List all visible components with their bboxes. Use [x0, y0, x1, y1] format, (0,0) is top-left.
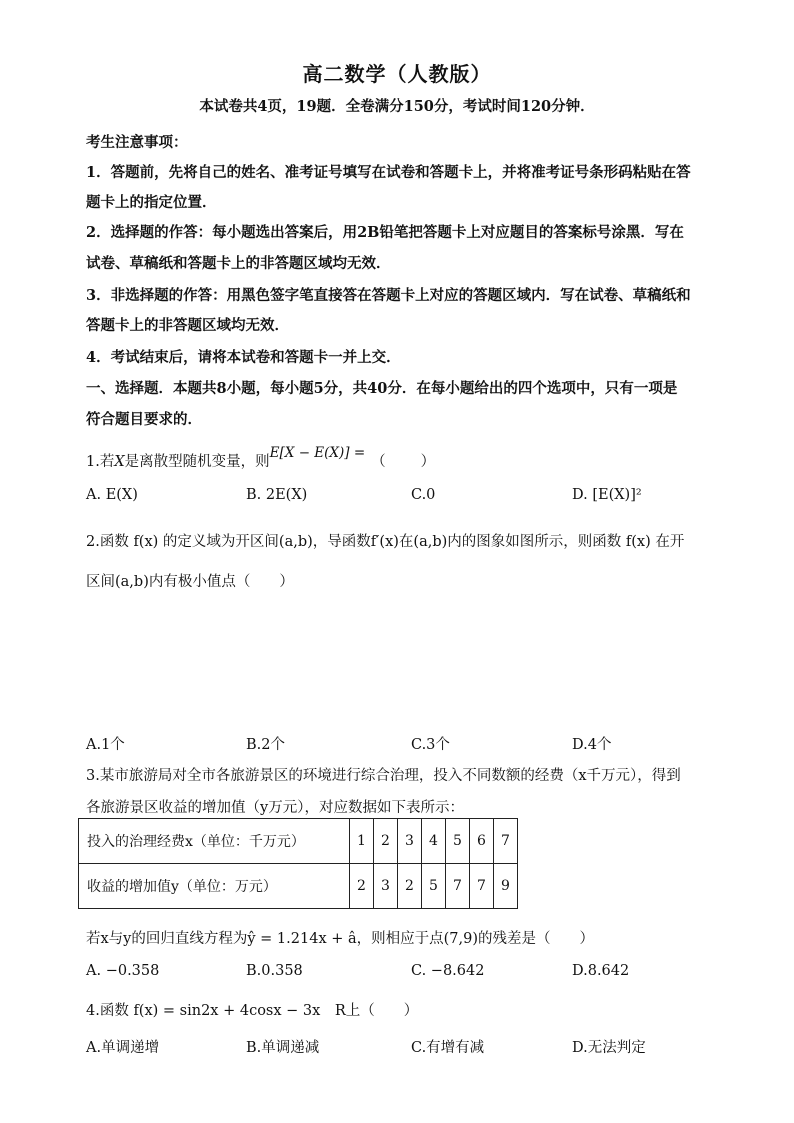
table-cell: 7 [446, 864, 470, 909]
table-row-header: 投入的治理经费x（单位：千万元） [79, 819, 350, 864]
question-1-prefix: 1.若 [86, 454, 115, 470]
data-table [78, 818, 518, 909]
question-1-stem [86, 445, 438, 471]
table-cell: 7 [494, 819, 518, 864]
notice-item-3-line-1: 3．非选择题的作答：用黑色签字笔直接答在答题卡上对应的答题区域内．写在试卷、草稿纸和 [86, 287, 691, 304]
question-4-option-d: D.无法判定 [572, 1040, 646, 1056]
question-1-options [86, 487, 746, 509]
question-2-option-a: A.1个 [86, 737, 125, 753]
question-3-option-a: A. −0.358 [86, 963, 160, 979]
question-3-question: 若x与y的回归直线方程为ŷ = 1.214x + â，则相应于点(7,9)的残差是（ ） [86, 931, 595, 947]
table-cell: 3 [374, 864, 398, 909]
notice-item-2-line-1: 2．选择题的作答：每小题选出答案后，用2B铅笔把答题卡上对应题目的答案标号涂黑．写在 [86, 224, 684, 241]
question-1-text: 是离散型随机变量，则 [124, 454, 270, 470]
table-cell: 9 [494, 864, 518, 909]
notice-item-2-line-2: 试卷、草稿纸和答题卡上的非答题区域均无效． [86, 255, 391, 272]
notice-heading: 考生注意事项： [86, 134, 188, 151]
question-3-line-2: 各旅游景区收益的增加值（y万元），对应数据如下表所示： [86, 800, 464, 816]
notice-item-1-line-2: 题卡上的指定位置． [86, 194, 217, 211]
table-cell: 3 [398, 819, 422, 864]
question-4-stem: 4.函数 f(x) = sin2x + 4cosx − 3x R上（ ） [86, 1003, 419, 1019]
question-4-option-a: A.单调递增 [86, 1040, 160, 1056]
question-4-option-c: C.有增有减 [411, 1040, 485, 1056]
page-title: 高二数学（人教版） [302, 62, 492, 86]
table-cell: 6 [470, 819, 494, 864]
question-3-line-1: 3.某市旅游局对全市各旅游景区的环境进行综合治理，投入不同数额的经费（x千万元），得到 [86, 768, 681, 784]
notice-item-1-line-1: 1．答题前，先将自己的姓名、准考证号填写在试卷和答题卡上，并将准考证号条形码粘贴在答 [86, 164, 691, 181]
question-2-line-2: 区间(a,b)内有极小值点（ ） [86, 574, 294, 590]
table-cell: 1 [350, 819, 374, 864]
table-cell: 7 [470, 864, 494, 909]
table-row-header: 收益的增加值y（单位：万元） [79, 864, 350, 909]
notice-item-4: 4．考试结束后，请将本试卷和答题卡一并上交． [86, 349, 401, 366]
section-1-heading-line-2: 符合题目要求的． [86, 411, 202, 428]
table-cell: 5 [446, 819, 470, 864]
section-1-heading-line-1: 一、选择题．本题共8小题，每小题5分，共40分．在每小题给出的四个选项中，只有一项是 [86, 380, 678, 397]
question-1-option-a: A. E(X) [86, 487, 138, 503]
table-cell: 2 [374, 819, 398, 864]
question-1-variable: X [114, 454, 125, 470]
question-2-options [86, 733, 746, 755]
question-1-expression: E[X − E(X)] = [269, 445, 366, 461]
question-2-option-d: D.4个 [572, 737, 612, 753]
question-3-options [86, 963, 746, 985]
question-2-option-c: C.3个 [411, 737, 450, 753]
question-3-option-b: B.0.358 [246, 963, 303, 979]
table-row [79, 864, 518, 909]
question-1-option-b: B. 2E(X) [246, 487, 308, 503]
table-cell: 5 [422, 864, 446, 909]
question-3-option-d: D.8.642 [572, 963, 630, 979]
question-1-option-c: C.0 [411, 487, 436, 503]
table-cell: 2 [398, 864, 422, 909]
table-cell: 4 [422, 819, 446, 864]
question-3-option-c: C. −8.642 [411, 963, 485, 979]
table-row [79, 819, 518, 864]
question-1-option-d: D. [E(X)]² [572, 487, 642, 503]
question-4-options [86, 1036, 746, 1058]
question-1-blank: （ ） [371, 454, 438, 470]
question-4-option-b: B.单调递减 [246, 1040, 320, 1056]
exam-info: 本试卷共4页，19题．全卷满分150分，考试时间120分钟． [199, 98, 595, 115]
question-2-line-1: 2.函数 f(x) 的定义域为开区间(a,b)，导函数f′(x)在(a,b)内的图象如图所示，则函数 f(x) 在开 [86, 534, 685, 550]
notice-item-3-line-2: 答题卡上的非答题区域均无效． [86, 317, 289, 334]
table-cell: 2 [350, 864, 374, 909]
question-2-option-b: B.2个 [246, 737, 285, 753]
